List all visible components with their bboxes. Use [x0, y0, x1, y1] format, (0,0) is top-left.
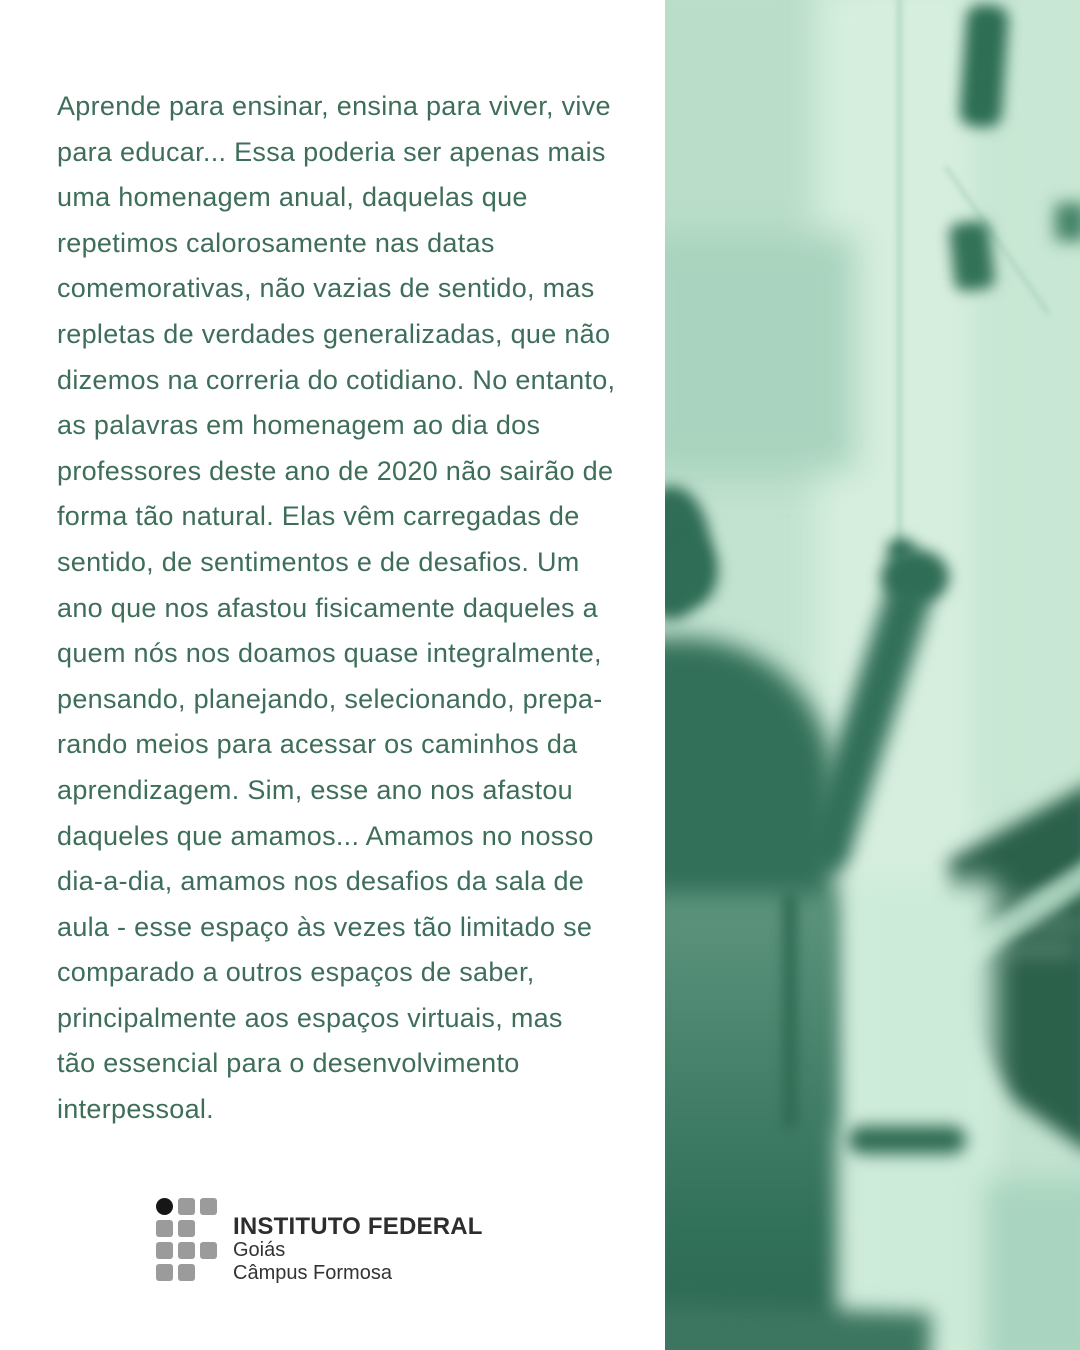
paragraph-line: forma tão natural. Elas vêm carregadas de [57, 501, 580, 532]
photo-light-pillar-bottom [850, 880, 995, 1350]
logo-square-icon [178, 1264, 195, 1281]
paragraph-line: dizemos na correria do cotidiano. No entanto, [57, 364, 616, 395]
paragraph-line: uma homenagem anual, daquelas que [57, 182, 528, 213]
logo-square-icon [178, 1242, 195, 1259]
photo-handle-shadow [848, 1126, 966, 1154]
logo-square-icon [178, 1220, 195, 1237]
paragraph-line: daqueles que amamos... Amamos no nosso [57, 820, 594, 851]
logo-square-icon [156, 1220, 173, 1237]
photo-soft-area [985, 0, 1080, 820]
logo-square-icon [156, 1264, 173, 1281]
logo-square-icon [178, 1198, 195, 1215]
paragraph [57, 84, 647, 1133]
paragraph-line: as palavras em homenagem ao dia dos [57, 410, 541, 441]
paragraph-line: repetimos calorosamente nas datas [57, 227, 495, 258]
photo-panel-edge [897, 0, 902, 570]
paragraph-line: aula - esse espaço às vezes tão limitado se [57, 911, 593, 942]
paragraph-line: repletas de verdades generalizadas, que não [57, 318, 611, 349]
paragraph-line: principalmente aos espaços virtuais, mas [57, 1002, 563, 1033]
paragraph-line: comemorativas, não vazias de sentido, mas [57, 273, 595, 304]
paragraph-line: para educar... Essa poderia ser apenas mais [57, 136, 606, 167]
paragraph-line: quem nós nos doamos quase integralmente, [57, 638, 602, 669]
teacher-face-silhouette [671, 540, 717, 604]
logo-square-icon [156, 1242, 173, 1259]
paragraph-line: aprendizagem. Sim, esse ano nos afastou [57, 774, 573, 805]
logo-empty-cell [200, 1220, 217, 1237]
photo-bottom-right-area [985, 1180, 1080, 1350]
logo-title: INSTITUTO FEDERAL [233, 1213, 483, 1240]
paragraph-line: pensando, planejando, selecionando, prepa- [57, 683, 603, 714]
classroom-photo [665, 0, 1080, 1350]
instituto-federal-logo [156, 1198, 483, 1285]
photo-cabinet-panel [665, 893, 840, 1350]
photo-hinge-mark-top [959, 4, 1009, 129]
photo-shelf-shadow [665, 235, 855, 470]
logo-text [233, 1215, 483, 1285]
paragraph-line: rando meios para acessar os caminhos da [57, 729, 578, 760]
logo-dot-icon [156, 1198, 173, 1215]
paragraph-line: comparado a outros espaços de saber, [57, 957, 535, 988]
paragraph-line: tão essencial para o desenvolvimento [57, 1048, 520, 1079]
paragraph-line: sentido, de sentimentos e de desafios. Um [57, 546, 580, 577]
paragraph-line: professores deste ano de 2020 não sairão de [57, 455, 614, 486]
photo-cabinet-edge [783, 893, 797, 1128]
logo-square-icon [200, 1242, 217, 1259]
teacher-fist-writing [881, 549, 949, 605]
logo-subtitle-campus: Câmpus Formosa [233, 1262, 392, 1284]
logo-square-icon [200, 1198, 217, 1215]
photo-edge-mark [1055, 203, 1080, 241]
photo-hinge-mark-lower [949, 220, 996, 292]
paragraph-line: dia-a-dia, amamos nos desafios da sala de [57, 866, 585, 897]
logo-empty-cell [200, 1264, 217, 1281]
paragraph-line: interpessoal. [57, 1094, 214, 1125]
paragraph-line: Aprende para ensinar, ensina para viver, vive [57, 91, 611, 121]
logo-subtitle-state: Goiás [233, 1239, 286, 1261]
paragraph-line: ano que nos afastou fisicamente daqueles a [57, 592, 598, 623]
logo-grid-icon [156, 1198, 217, 1281]
chalk-writing-line [991, 946, 1077, 954]
